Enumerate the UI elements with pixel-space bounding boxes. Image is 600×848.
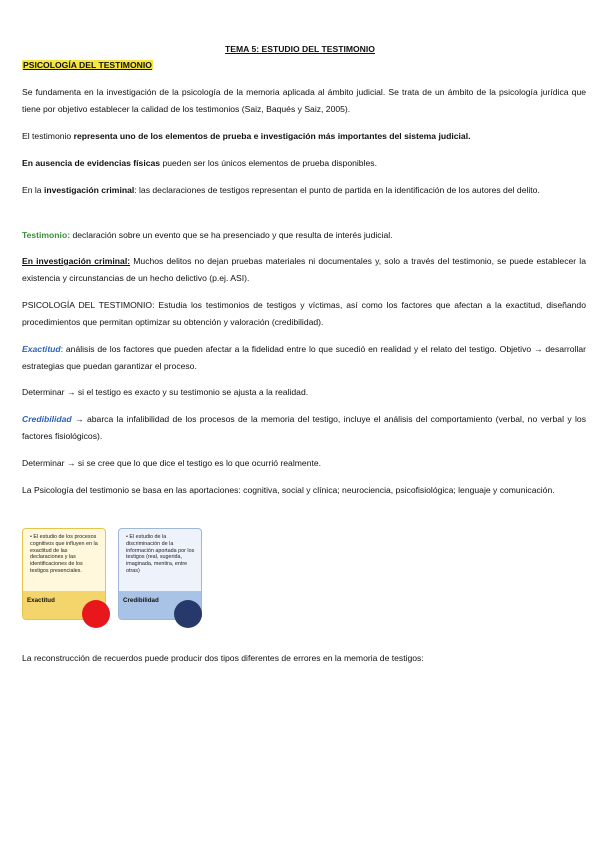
paragraph-determinar-1: Determinar → si el testigo es exacto y su testimonio se ajusta a la realidad. xyxy=(22,387,309,397)
exactitud-credibilidad-diagram xyxy=(22,528,212,638)
navy-circle-shape xyxy=(174,600,202,628)
exactitud-card-label: Exactitud xyxy=(23,591,105,619)
credibilidad-card-label: Credibilidad xyxy=(119,591,201,619)
paragraph-investigacion-criminal xyxy=(22,253,586,286)
paragraph-ausencia xyxy=(22,155,586,172)
red-circle-shape xyxy=(82,600,110,628)
paragraph-investigacion xyxy=(22,182,586,199)
paragraph-aportaciones: La Psicología del testimonio se basa en las aportaciones: cognitiva, social y clínica; neurociencia, psicofisiológica; lenguaje y comunicación. xyxy=(22,485,555,495)
bold-span: representa uno de los elementos de prueba e investigación más importantes del sistema judicial. xyxy=(73,131,471,141)
bold-span: investigación criminal xyxy=(43,185,135,195)
paragraph-testimonio-prueba xyxy=(22,128,586,145)
paragraph-determinar-2: Determinar → si se cree que lo que dice el testigo es lo que ocurrió realmente. xyxy=(22,458,322,468)
text-span: : las declaraciones de testigos representan el punto de partida en la identificación de los autores del delito. xyxy=(134,185,540,195)
text-span: El testimonio xyxy=(22,131,74,141)
paragraph-psicologia-testimonio: PSICOLOGÍA DEL TESTIMONIO: Estudia los testimonios de testigos y víctimas, así como los factores que afectan a la exactitud, diseñando procedimientos que permitan optimizar su obtención y valoración (credibilidad). xyxy=(22,300,586,327)
text-span: pueden ser los únicos elementos de prueba disponibles. xyxy=(160,158,377,168)
paragraph-definicion-testimonio xyxy=(22,227,586,244)
paragraph-credibilidad xyxy=(22,411,586,444)
document-title: TEMA 5: ESTUDIO DEL TESTIMONIO xyxy=(225,44,375,54)
exactitud-term: Exactitud xyxy=(22,344,61,354)
credibilidad-card-text: • El estudio de la discriminación de la información aportada por los testigos (real, sugerida, imaginada, mentira, entre otras) xyxy=(126,534,195,574)
text-span: Muchos delitos no dejan pruebas materiales ni documentales y, solo a través del testimonio, se puede establecer la existencia y circunstancias de un hecho delictivo (p.ej. ASI). xyxy=(22,256,586,283)
credibilidad-term: Credibilidad xyxy=(22,414,72,424)
green-term: Testimonio: xyxy=(22,230,71,240)
exactitud-card-text: • El estudio de los procesos cognitivos que influyen en la exactitud de las declaraciones y las identificaciones de los testigos presenciales. xyxy=(30,534,98,574)
section-heading: PSICOLOGÍA DEL TESTIMONIO xyxy=(23,60,152,70)
paragraph-fundamento: Se fundamenta en la investigación de la psicología de la memoria aplicada al ámbito judicial. Se trata de un ámbito de la psicología jurídica que tiene por objetivo establecer la calidad de los testimonios (Saiz, Baqués y Saiz, 2005). xyxy=(22,87,586,114)
text-span: → abarca la infalibilidad de los procesos de la memoria del testigo, incluye el análisis del comportamiento (verbal, no verbal y los factores fisiológicos). xyxy=(22,414,586,441)
text-span: En la xyxy=(22,185,44,195)
bold-span: En ausencia de evidencias físicas xyxy=(22,158,161,168)
text-span: declaración sobre un evento que se ha presenciado y que resulta de interés judicial. xyxy=(70,230,393,240)
paragraph-exactitud xyxy=(22,341,586,374)
bold-underline-span: En investigación criminal: xyxy=(22,256,131,266)
paragraph-reconstruccion: La reconstrucción de recuerdos puede producir dos tipos diferentes de errores en la memoria de testigos: xyxy=(22,653,424,663)
text-span: : análisis de los factores que pueden afectar a la fidelidad entre lo que sucedió en realidad y el relato del testigo. Objetivo → desarrollar estrategias que puedan garantizar el proceso. xyxy=(22,344,586,371)
